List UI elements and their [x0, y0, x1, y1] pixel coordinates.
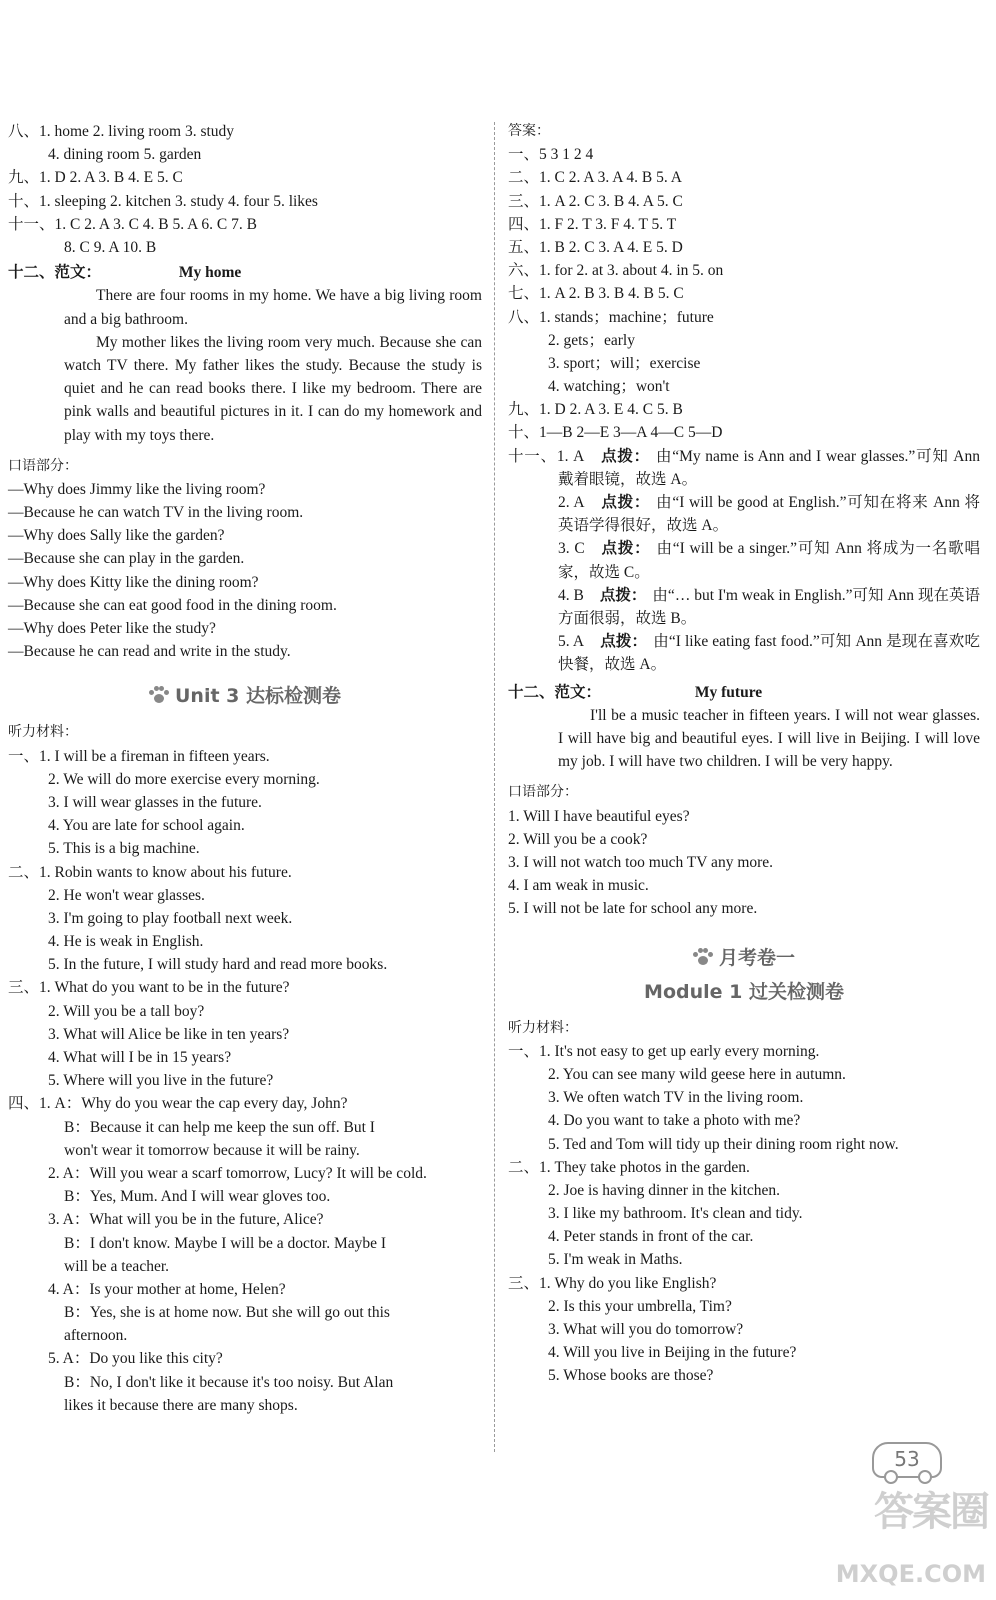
- explanation-label: 点拨：: [600, 494, 651, 512]
- watermark-url: MXQE.COM: [835, 1560, 986, 1588]
- listening-line: 3. What will Alice be like in ten years?: [48, 1025, 290, 1043]
- oral-label: 口语部分：: [8, 457, 78, 474]
- listening-line: 5. Ted and Tom will tidy up their dining room right now.: [548, 1135, 899, 1153]
- listening-line: B：Yes, Mum. And I will wear gloves too.: [64, 1188, 331, 1206]
- oral-line: 1. Will I have beautiful eyes?: [508, 807, 690, 825]
- column-divider: [494, 122, 495, 1452]
- paw-icon: [693, 948, 713, 966]
- answer-line: 四、1. F 2. T 3. F 4. T 5. T: [508, 215, 677, 233]
- essay-paragraph: I'll be a music teacher in fifteen years. I will not wear glasses. I will have big and beautiful eyes. I will live in Beijing. I will love my job. I will have two children. I will be very happy.: [558, 706, 980, 771]
- explanation-text: 由“I will be good at English.”可知在将来 Ann 将英语学得很好，故选 A。: [558, 494, 980, 535]
- explanation-answer: 5. A: [558, 633, 585, 651]
- left-column: [8, 120, 482, 1417]
- watermark-logo: 答案圈: [874, 1489, 988, 1535]
- listening-line: 5. In the future, I will study hard and read more books.: [48, 956, 388, 974]
- listening-line: 4. Will you live in Beijing in the future?: [548, 1344, 797, 1362]
- explanation-answer: 十一、1. A: [508, 447, 585, 465]
- essay-label: 十二、范文：: [8, 264, 102, 282]
- answer-line: 九、1. D 2. A 3. E 4. C 5. B: [508, 401, 683, 419]
- listening-line: 3. I will wear glasses in the future.: [48, 793, 262, 811]
- listening-line: B：Yes, she is at home now. But she will go out this: [64, 1304, 390, 1322]
- oral-label: 口语部分：: [508, 784, 578, 801]
- answer-line: 4. watching；won't: [548, 378, 670, 396]
- listening-material: [508, 1040, 980, 1388]
- listening-line: 三、1. What do you want to be in the future?: [8, 979, 290, 997]
- listening-line: 3. We often watch TV in the living room.: [548, 1089, 804, 1107]
- listening-line: likes it because there are many shops.: [64, 1396, 298, 1414]
- answer-line: 十、1. sleeping 2. kitchen 3. study 4. four 5. likes: [8, 192, 318, 210]
- listening-line: B：No, I don't like it because it's too noisy. But Alan: [64, 1373, 394, 1391]
- listening-line: 4. You are late for school again.: [48, 817, 245, 835]
- question-11-explanations: [508, 445, 980, 677]
- answer-line: 十、1—B 2—E 3—A 4—C 5—D: [508, 424, 723, 442]
- explanation-answer: 3. C: [558, 540, 585, 558]
- listening-line: B：I don't know. Maybe I will be a doctor. Maybe I: [64, 1234, 387, 1252]
- unit3-title-text: Unit 3 达标检测卷: [175, 685, 341, 708]
- listening-line: 2. Will you be a tall boy?: [48, 1002, 205, 1020]
- listening-label: 听力材料：: [508, 1019, 578, 1036]
- answer-line: 8. C 9. A 10. B: [64, 238, 157, 256]
- listening-label: 听力材料：: [8, 724, 78, 741]
- dialogue-line: —Because she can play in the garden.: [8, 550, 245, 568]
- answer-line: 七、1. A 2. B 3. B 4. B 5. C: [508, 285, 684, 303]
- answer-line: 十一、1. C 2. A 3. C 4. B 5. A 6. C 7. B: [8, 215, 257, 233]
- answer-line: 六、1. for 2. at 3. about 4. in 5. on: [508, 262, 724, 280]
- oral-line: 2. Will you be a cook?: [508, 830, 648, 848]
- listening-line: 4. Do you want to take a photo with me?: [548, 1112, 801, 1130]
- explanation-label: 点拨：: [600, 633, 648, 651]
- listening-line: 4. He is weak in English.: [48, 933, 204, 951]
- essay-header: [8, 261, 482, 284]
- answer-line: 三、1. A 2. C 3. B 4. A 5. C: [508, 192, 683, 210]
- explanation-answer: 4. B: [558, 586, 584, 604]
- dialogue-line: —Why does Kitty like the dining room?: [8, 573, 259, 591]
- listening-line: 5. This is a big machine.: [48, 840, 200, 858]
- essay-label: 十二、范文：: [508, 683, 602, 701]
- listening-line: 2. A：Will you wear a scarf tomorrow, Lucy? It will be cold.: [48, 1164, 427, 1182]
- oral-line: 5. I will not be late for school any more.: [508, 900, 758, 918]
- explanation-item: [508, 630, 980, 676]
- paw-icon: [149, 686, 169, 704]
- listening-line: 二、1. Robin wants to know about his future.: [8, 863, 292, 881]
- dialogue-line: —Why does Sally like the garden?: [8, 527, 225, 545]
- oral-line: 4. I am weak in music.: [508, 877, 649, 895]
- listening-line: 三、1. Why do you like English?: [508, 1274, 717, 1292]
- answer-list: [508, 143, 980, 444]
- answers-section-8-11: [8, 120, 482, 259]
- listening-line: 5. A：Do you like this city?: [48, 1350, 223, 1368]
- listening-line: 一、1. It's not easy to get up early every morning.: [508, 1042, 820, 1060]
- explanation-item: [508, 445, 980, 491]
- explanation-item: [508, 584, 980, 630]
- essay-paragraph-2: My mother likes the living room very much. Because she can watch TV there. My father likes the study. Because the study is quiet and he can read books there. I like my bedroom. There are pink walls and beautiful pictures in it. I can do my homework and play with my toys there.: [64, 333, 482, 444]
- listening-line: 3. A：What will you be in the future, Alice?: [48, 1211, 324, 1229]
- dialogue-line: —Because she can eat good food in the dining room.: [8, 596, 337, 614]
- listening-line: 3. I'm going to play football next week.: [48, 909, 293, 927]
- essay-title: My future: [694, 683, 763, 701]
- page-number: 53: [894, 1447, 920, 1471]
- essay-paragraph-1: There are four rooms in my home. We have a big living room and a big bathroom.: [64, 287, 482, 328]
- explanation-text: 由“I like eating fast food.”可知 Ann 是现在喜欢吃快餐，故选 A。: [558, 633, 980, 674]
- listening-line: 四、1. A：Why do you wear the cap every day, John?: [8, 1095, 348, 1113]
- listening-material: [8, 745, 482, 1417]
- essay-title: My home: [178, 264, 242, 282]
- listening-line: 5. Whose books are those?: [548, 1367, 714, 1385]
- answer-line: 一、5 3 1 2 4: [508, 146, 594, 164]
- explanation-answer: 2. A: [558, 494, 585, 512]
- right-column: [508, 120, 980, 1388]
- listening-line: afternoon.: [64, 1327, 128, 1345]
- explanation-label: 点拨：: [599, 586, 647, 604]
- unit3-title: [8, 679, 482, 713]
- answers-label: 答案：: [508, 123, 550, 139]
- dialogue-line: —Why does Peter like the study?: [8, 620, 216, 638]
- monthly-test-title-text: 月考卷一: [718, 946, 795, 969]
- listening-line: 2. Joe is having dinner in the kitchen.: [548, 1181, 781, 1199]
- explanation-text: 由“… but I'm weak in English.”可知 Ann 现在英语方面很弱，故选 B。: [558, 586, 980, 628]
- dialogue-line: —Because he can watch TV in the living room.: [8, 504, 304, 522]
- page-number-badge: [872, 1442, 942, 1478]
- essay-body: [8, 284, 482, 446]
- dialogue-line: —Because he can read and write in the study.: [8, 643, 291, 661]
- answer-line: 九、1. D 2. A 3. B 4. E 5. C: [8, 169, 183, 187]
- listening-line: 二、1. They take photos in the garden.: [508, 1158, 750, 1176]
- watermark: [826, 1478, 992, 1596]
- listening-line: 4. A：Is your mother at home, Helen?: [48, 1280, 286, 1298]
- listening-line: 4. What will I be in 15 years?: [48, 1049, 232, 1067]
- listening-line: B：Because it can help me keep the sun off. But I: [64, 1118, 375, 1136]
- listening-line: 3. What will you do tomorrow?: [548, 1321, 744, 1339]
- answer-line: 3. sport；will；exercise: [548, 354, 701, 372]
- listening-line: 2. Is this your umbrella, Tim?: [548, 1297, 732, 1315]
- oral-dialogue-list: [8, 478, 482, 664]
- answer-line: 2. gets；early: [548, 331, 635, 349]
- answer-line: 八、1. stands；machine；future: [508, 308, 714, 326]
- listening-line: 2. You can see many wild geese here in autumn.: [548, 1065, 846, 1083]
- essay-body: [508, 704, 980, 774]
- explanation-text: 由“I will be a singer.”可知 Ann 将成为一名歌唱家，故选 C。: [558, 540, 980, 581]
- explanation-label: 点拨：: [600, 447, 650, 465]
- explanation-text: 由“My name is Ann and I wear glasses.”可知 Ann 戴着眼镜，故选 A。: [558, 447, 980, 488]
- module1-title: Module 1 过关检测卷: [644, 980, 844, 1003]
- explanation-label: 点拨：: [600, 540, 651, 558]
- essay-header: [508, 681, 980, 704]
- listening-line: will be a teacher.: [64, 1257, 170, 1275]
- answer-line: 4. dining room 5. garden: [48, 146, 202, 164]
- dialogue-line: —Why does Jimmy like the living room?: [8, 480, 266, 498]
- listening-line: 5. Where will you live in the future?: [48, 1072, 274, 1090]
- listening-line: 4. Peter stands in front of the car.: [548, 1228, 754, 1246]
- listening-line: 2. We will do more exercise every morning.: [48, 770, 320, 788]
- answer-line: 二、1. C 2. A 3. A 4. B 5. A: [508, 169, 682, 187]
- explanation-item: [508, 537, 980, 583]
- listening-line: won't wear it tomorrow because it will be rainy.: [64, 1141, 360, 1159]
- answer-line: 八、1. home 2. living room 3. study: [8, 123, 235, 140]
- listening-line: 5. I'm weak in Maths.: [548, 1251, 683, 1269]
- explanation-item: [508, 491, 980, 537]
- listening-line: 3. I like my bathroom. It's clean and tidy.: [548, 1205, 803, 1223]
- listening-line: 2. He won't wear glasses.: [48, 886, 205, 904]
- monthly-test-title: [508, 941, 980, 975]
- oral-list: [508, 805, 980, 921]
- answer-line: 五、1. B 2. C 3. A 4. E 5. D: [508, 238, 683, 256]
- oral-line: 3. I will not watch too much TV any more.: [508, 854, 774, 872]
- listening-line: 一、1. I will be a fireman in fifteen years.: [8, 747, 270, 765]
